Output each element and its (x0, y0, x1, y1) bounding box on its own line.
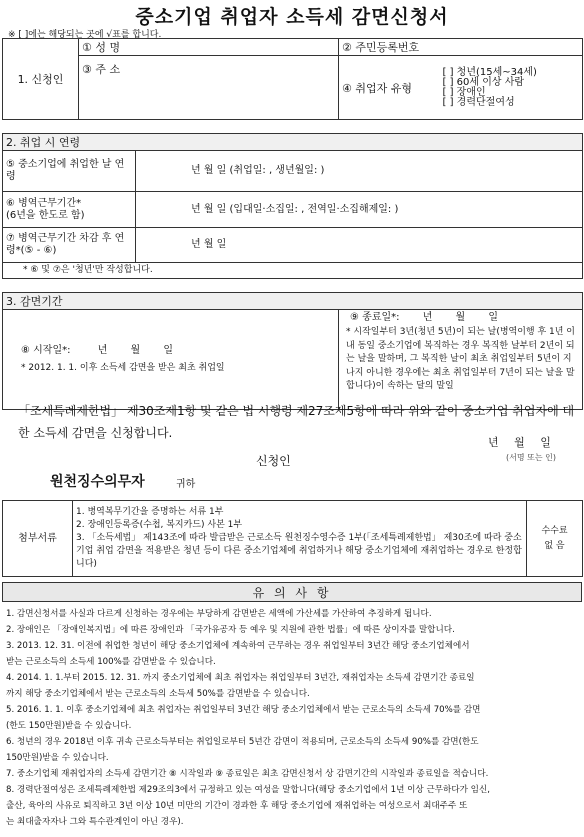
applicant-signature-label: 신청인 (256, 454, 291, 468)
attachment-item: 3. 「소득세법」 제143조에 따라 발급받은 근로소득 원천징수영수증 1부(「조세특례제한법」 제30조에 따라 중소기업 취업 감면을 적용받은 청년 등이 다른 중소기업체에 취업하거나 해당 중소기업체에 재취업하는 경우로 한정합니다) (76, 533, 522, 569)
fee-value: 없 음 (544, 540, 565, 551)
note-item: 는 최대출자자나 그와 특수관계인이 아닌 경우). (6, 817, 184, 827)
start-date-label: ⑧ 시작일*: (21, 345, 71, 356)
attachments-label: 첨부서류 (3, 501, 73, 577)
application-form-table (2, 38, 583, 410)
type-option-disabled[interactable]: [ ] 장애인 (442, 86, 486, 98)
note-item: 출산, 육아의 사유로 퇴직하고 3년 이상 10년 미만의 기간이 경과한 후 해당 중소기업에 재취업하는 여성으로서 최대주주 또 (6, 801, 468, 811)
type-options (437, 56, 583, 120)
attachments-table (2, 500, 583, 577)
type-option-senior[interactable]: [ ] 60세 이상 사람 (442, 76, 525, 88)
note-item: 1. 감면신청서를 사실과 다르게 신청하는 경우에는 부당하게 감면받은 세액에 가산세를 가산하여 추징하게 됩니다. (6, 609, 432, 619)
end-date-note: * 시작일부터 3년(청년 5년)이 되는 날(병역이행 후 1년 이내 동일 중소기업에 복직하는 경우 복직한 날부터 2년이 되는 날을 말하며, 그 복직한 날이 최초 취업일부터 5년이 지나지 아니한 경우에는 최초 취업일부터 7년이 되는 날을 말합니다)이 속하는 달의 말일 (346, 327, 575, 391)
adjusted-age-label: ⑦ 병역근무기간 차감 후 연령*(⑤ - ⑥) (3, 228, 136, 263)
youth-note: * ⑥ 및 ⑦은 '청년'만 작성합니다. (3, 263, 583, 279)
military-service-value[interactable]: 년 월 일 (입대일·소집일: , 전역일·소집해제일: ) (136, 192, 583, 228)
type-label: ④ 취업자 유형 (339, 56, 437, 120)
note-item: 2. 장애인은 「장애인복지법」에 따른 장애인과 「국가유공자 등 예우 및 지원에 관한 법률」에 따른 상이자를 말합니다. (6, 625, 455, 635)
age-at-hire-label: ⑤ 중소기업에 취업한 날 연령 (3, 151, 136, 192)
notes-list (6, 606, 580, 830)
notes-header: 유 의 사 항 (2, 582, 582, 602)
applicant-section-label: 1. 신청인 (3, 39, 79, 120)
type-option-youth[interactable]: [ ] 청년(15세~34세) (442, 66, 537, 78)
signature-note[interactable]: (서명 또는 인) (506, 453, 556, 462)
start-date-note: * 2012. 1. 1. 이후 소득세 감면을 받은 최초 취업일 (21, 363, 225, 373)
attachment-item: 2. 장애인등록증(수첩, 복지카드) 사본 1부 (76, 520, 243, 530)
end-date-field[interactable] (342, 312, 579, 324)
adjusted-age-value[interactable]: 년 월 일 (136, 228, 583, 263)
attachment-item: 1. 병역복무기간을 증명하는 서류 1부 (76, 507, 224, 517)
note-item: 5. 2016. 1. 1. 이후 중소기업체에 최초 취업자는 취업일부터 3년간 해당 중소기업체에서 받는 근로소득의 소득세 70%를 감면 (6, 705, 481, 715)
type-option-career-break[interactable]: [ ] 경력단절여성 (442, 96, 515, 108)
page-title: 중소기업 취업자 소득세 감면신청서 (135, 6, 449, 28)
age-at-hire-value[interactable]: 년 월 일 (취업일: , 생년월일: ) (136, 151, 583, 192)
receiver-name: 원천징수의무자 (50, 474, 145, 490)
note-item: (한도 150만원)받을 수 있습니다. (6, 721, 132, 731)
note-item: 7. 중소기업체 재취업자의 소득세 감면기간 ⑧ 시작일과 ⑨ 종료일은 최초 감면신청서 상 감면기간의 시작일과 종료일을 적습니다. (6, 769, 489, 779)
address-field[interactable]: ③ 주 소 (79, 56, 339, 120)
end-date-value: 년 월 일 (422, 312, 499, 323)
note-item: 받는 근로소득의 소득세 100%를 감면받을 수 있습니다. (6, 657, 216, 667)
note-item: 8. 경력단절여성은 조세특례제한법 제29조의3에서 규정하고 있는 여성을 말합니다(해당 중소기업에서 1년 이상 근무하다가 임신, (6, 785, 491, 795)
checkbox-note: ※ [ ]에는 해당되는 곳에 √표를 합니다. (8, 30, 162, 40)
note-item: 4. 2014. 1. 1.부터 2015. 12. 31. 까지 중소기업체에 최초 취업자는 취업일부터 3년간, 재취업자는 소득세 감면기간 종료일 (6, 673, 475, 683)
name-field[interactable]: ① 성 명 (79, 39, 339, 56)
start-date-field[interactable] (21, 345, 335, 357)
note-item: 6. 청년의 경우 2018년 이후 귀속 근로소득부터는 취업일로부터 5년간 감면이 적용되며, 근로소득의 소득세 90%를 감면(한도 (6, 737, 479, 747)
rrn-field[interactable]: ② 주민등록번호 (339, 39, 583, 56)
military-service-label: ⑥ 병역근무기간* (6년을 한도로 함) (3, 192, 136, 228)
fee-label: 수수료 (541, 525, 568, 536)
note-item: 까지 해당 중소기업체에서 받는 근로소득의 소득세 50%를 감면받을 수 있습니다. (6, 689, 310, 699)
start-date-value: 년 월 일 (97, 345, 174, 356)
note-item: 150만원)받을 수 있습니다. (6, 753, 109, 763)
period-section-label: 3. 감면기간 (3, 293, 583, 310)
note-item: 3. 2013. 12. 31. 이전에 취업한 청년이 해당 중소기업체에 계속하여 근무하는 경우 취업일부터 3년간 해당 중소기업체에서 (6, 641, 470, 651)
age-section-label: 2. 취업 시 연령 (3, 134, 583, 151)
end-date-label: ⑨ 종료일*: (350, 312, 400, 323)
receiver-suffix: 귀하 (176, 479, 196, 490)
application-date[interactable]: 년 월 일 (488, 436, 551, 449)
declaration-text: 「조세특례제한법」 제30조제1항 및 같은 법 시행령 제27조제5항에 따라 위와 같이 중소기업 취업자에 대한 소득세 감면을 신청합니다. (18, 404, 575, 440)
